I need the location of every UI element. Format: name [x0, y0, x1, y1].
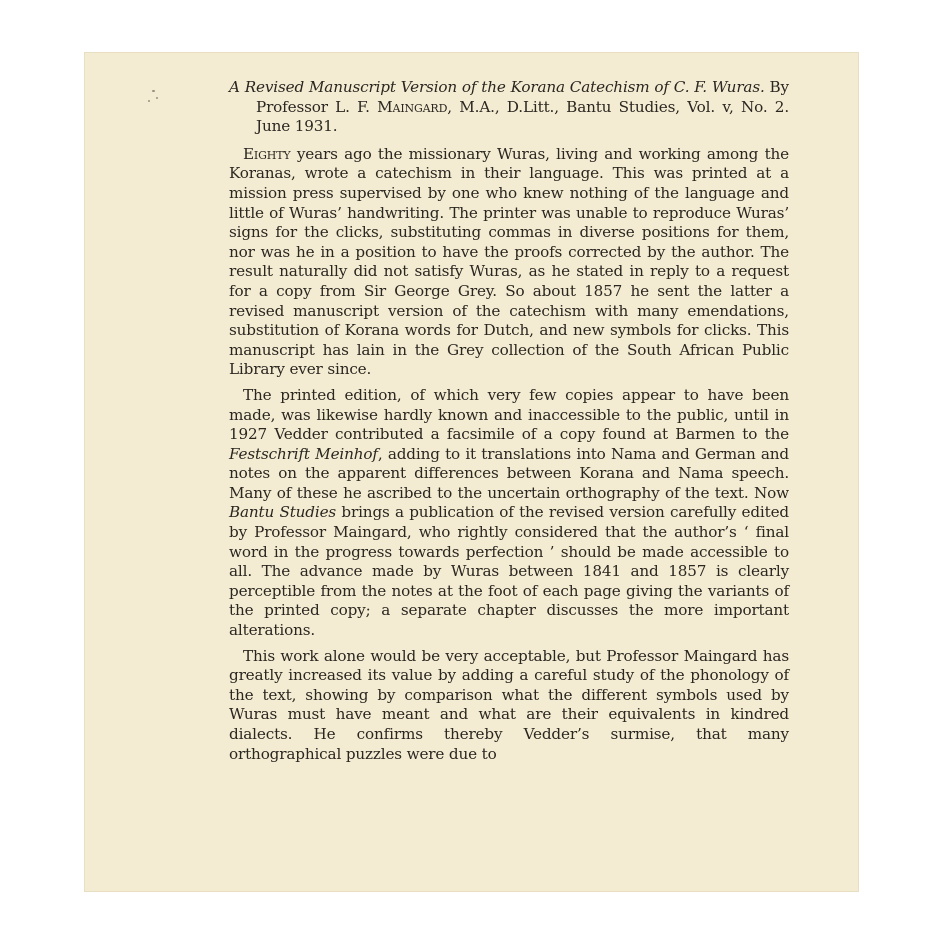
publication-date: June 1931.	[256, 117, 338, 136]
review-by: By	[769, 78, 789, 96]
paper-speck	[156, 97, 158, 99]
paragraph-2-text-c: brings a publication of the revised version carefully edited by Professor Maingard, who rightly considered that the author’s ‘ final word in the progress towards perfection ’ should be made accessible to all. The advance made by Wuras between 1841 and 1857 is clearly perceptible from the notes at the foot of each page giving the variants of the printed copy; a separate chapter discusses the more important alterations.	[229, 503, 789, 640]
paper-sheet	[84, 52, 859, 892]
review-text	[229, 78, 789, 764]
author-degrees-journal: , M.A., D.Litt., Bantu Studies, Vol. v, No. 2.	[447, 97, 789, 116]
paragraph-2-text-a: The printed edition, of which very few copies appear to have been made, was likewise hardly known and inaccessible to the public, until in 1927 Vedder contributed a facsimile of a copy found at Barmen to the	[229, 385, 789, 444]
review-reference	[229, 78, 789, 137]
paragraph-1-lead: Eighty	[243, 144, 291, 163]
review-title: A Revised Manuscript Version of the Korana Catechism of C. F. Wuras.	[229, 78, 765, 96]
paragraph-2	[229, 386, 789, 641]
festschrift-title: Festschrift Meinhof	[229, 444, 378, 463]
author-surname: Maingard	[377, 97, 448, 116]
bantu-studies-title: Bantu Studies	[229, 503, 337, 522]
paper-speck	[152, 90, 155, 92]
paragraph-3-text: This work alone would be very acceptable, but Professor Maingard has greatly increased its value by adding a careful study of the phonology of the text, showing by comparison what the different symbols used by Wuras must have meant and what are their equivalents in kindred dialects. He confirms thereby Vedder’s surmise, that many orthographical puzzles were due to	[229, 646, 789, 763]
author-prefix: Professor L. F.	[256, 97, 370, 116]
paper-speck	[148, 100, 150, 102]
paragraph-2-text-b: , adding to it translations into Nama and German and notes on the apparent differences between Korana and Nama speech. Many of these he ascribed to the uncertain orthography of the text. Now	[229, 444, 789, 502]
paragraph-3	[229, 647, 789, 765]
paragraph-1-text: years ago the missionary Wuras, living and working among the Koranas, wrote a catechism in their language. This was printed at a mission press supervised by one who knew nothing of the language and little of Wuras’ handwriting. The printer was unable to reproduce Wuras’ signs for the clicks, substituting commas in diverse positions for them, nor was he in a position to have the proofs corrected by the author. The result naturally did not satisfy Wuras, as he stated in reply to a request for a copy from Sir George Grey. So about 1857 he sent the latter a revised manuscript version of the catechism with many emendations, substitution of Korana words for Dutch, and new symbols for clicks. This manuscript has lain in the Grey collection of the South African Public Library ever since.	[229, 144, 789, 379]
paragraph-1	[229, 145, 789, 380]
